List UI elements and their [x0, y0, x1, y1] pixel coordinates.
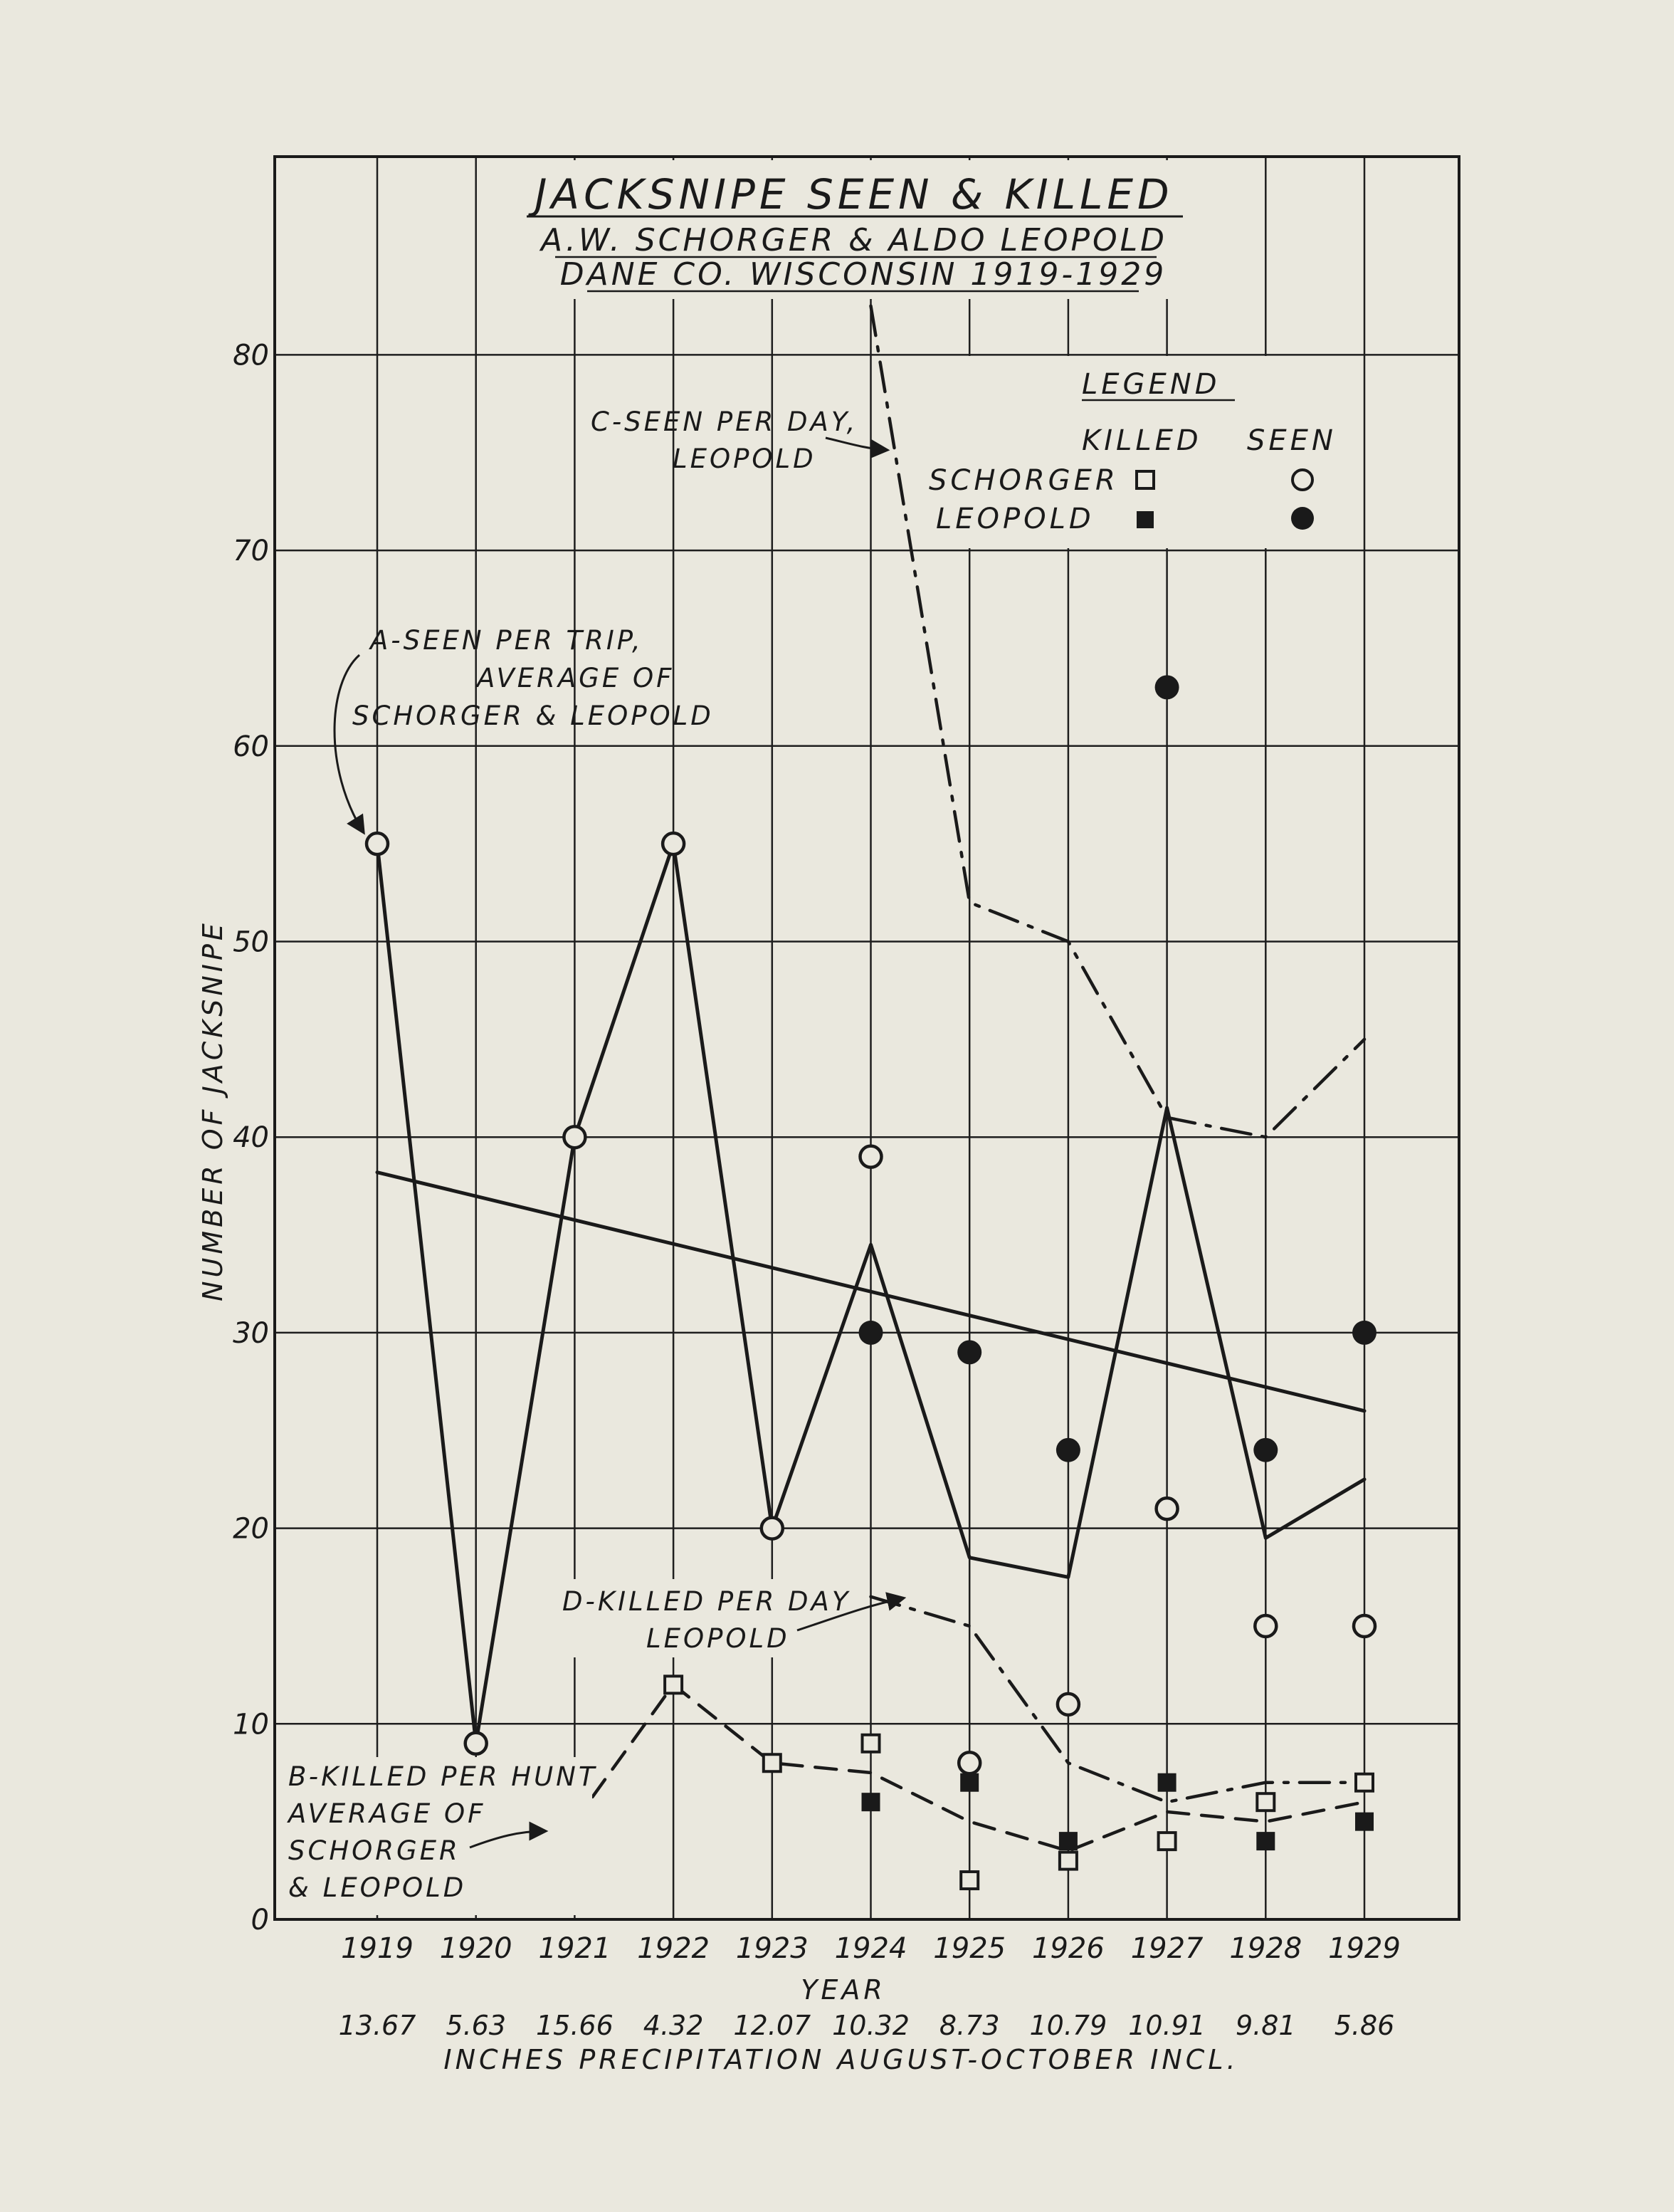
point-leopold-killed-1926 [1059, 1832, 1078, 1850]
annotation-a-line-2: AVERAGE OF [477, 663, 675, 693]
point-leopold-seen-1927 [1155, 675, 1179, 699]
y-tick-label-0: 0 [251, 1904, 269, 1936]
precipitation-value-1925: 8.73 [939, 2010, 1000, 2041]
annotation-a-line-1: A-SEEN PER TRIP, [370, 625, 643, 656]
annotation-b [279, 1757, 597, 1915]
point-schorger-killed-1924 [863, 1735, 880, 1752]
x-axis-label: YEAR [801, 1974, 886, 2006]
annotation-a-line-3: SCHORGER & LEOPOLD [352, 701, 714, 731]
point-schorger-seen-1920 [465, 1733, 487, 1754]
point-schorger-killed-1927 [1159, 1833, 1176, 1850]
x-tick-label-1920: 1920 [439, 1932, 512, 1965]
annotation-a-arrow [335, 655, 363, 832]
annotation-d-line-1: D-KILLED PER DAY [562, 1586, 851, 1617]
y-tick-labels [233, 339, 269, 1936]
annotation-c-line-1: C-SEEN PER DAY, [591, 407, 858, 437]
x-tick-label-1929: 1929 [1328, 1932, 1401, 1965]
point-schorger-killed-1922 [665, 1676, 682, 1693]
legend-col-seen: SEEN [1247, 424, 1337, 457]
y-tick-label-70: 70 [233, 535, 269, 568]
x-tick-label-1926: 1926 [1032, 1932, 1105, 1965]
point-schorger-killed-1926 [1060, 1852, 1077, 1870]
point-schorger-seen-1927 [1157, 1498, 1178, 1519]
chart-title: JACKSNIPE SEEN & KILLED [535, 170, 1174, 219]
point-schorger-seen-1925 [959, 1752, 980, 1773]
legend [918, 356, 1352, 548]
y-tick-label-80: 80 [233, 339, 269, 372]
y-tick-label-20: 20 [233, 1512, 269, 1546]
y-tick-label-60: 60 [233, 730, 269, 763]
x-tick-label-1922: 1922 [637, 1932, 710, 1965]
point-leopold-killed-1928 [1256, 1832, 1275, 1850]
x-tick-labels [341, 1932, 1401, 1965]
precipitation-value-1928: 9.81 [1235, 2010, 1296, 2041]
x-tick-label-1923: 1923 [735, 1932, 809, 1965]
precipitation-labels [339, 2010, 1395, 2041]
point-schorger-seen-1922 [663, 833, 684, 854]
point-schorger-seen-1921 [564, 1126, 585, 1148]
point-leopold-seen-1924 [859, 1321, 883, 1345]
annotation-b-line-4: & LEOPOLD [288, 1872, 467, 1903]
legend-leopold-killed-marker [1137, 511, 1154, 528]
annotation-c-line-2: LEOPOLD [673, 444, 816, 474]
series-line-d [871, 1597, 1365, 1802]
precipitation-axis-label: INCHES PRECIPITATION AUGUST-OCTOBER INCL. [443, 2044, 1239, 2075]
precipitation-value-1921: 15.66 [536, 2010, 614, 2041]
point-schorger-seen-1923 [762, 1518, 783, 1539]
point-leopold-seen-1925 [957, 1340, 981, 1364]
point-schorger-seen-1929 [1354, 1615, 1375, 1637]
point-leopold-killed-1924 [862, 1793, 880, 1811]
precipitation-value-1919: 13.67 [338, 2010, 416, 2041]
precipitation-value-1923: 12.07 [733, 2010, 811, 2041]
point-leopold-seen-1928 [1253, 1438, 1278, 1462]
point-leopold-seen-1926 [1056, 1438, 1080, 1462]
precipitation-value-1926: 10.79 [1029, 2010, 1107, 2041]
chart-subtitle-2: DANE CO. WISCONSIN 1919-1929 [559, 256, 1167, 293]
annotation-d [555, 1579, 902, 1657]
point-leopold-killed-1925 [960, 1773, 979, 1792]
x-tick-label-1925: 1925 [933, 1932, 1006, 1965]
precipitation-value-1922: 4.32 [643, 2010, 704, 2041]
precipitation-value-1927: 10.91 [1128, 2010, 1206, 2041]
point-schorger-killed-1928 [1257, 1793, 1274, 1810]
x-tick-label-1928: 1928 [1229, 1932, 1302, 1965]
point-schorger-seen-1919 [367, 833, 388, 854]
annotation-c [591, 407, 886, 474]
legend-schorger-killed-marker [1137, 471, 1154, 488]
legend-row-leopold: LEOPOLD [936, 503, 1095, 535]
legend-schorger-seen-marker [1293, 470, 1312, 490]
y-tick-label-30: 30 [233, 1316, 269, 1350]
y-tick-label-50: 50 [233, 926, 269, 959]
precipitation-value-1920: 5.63 [446, 2010, 507, 2041]
y-tick-label-40: 40 [233, 1121, 269, 1155]
x-tick-label-1927: 1927 [1130, 1932, 1204, 1965]
legend-row-schorger: SCHORGER [929, 464, 1119, 497]
x-tick-label-1919: 1919 [341, 1932, 414, 1965]
point-leopold-killed-1927 [1158, 1773, 1176, 1792]
y-tick-label-10: 10 [233, 1708, 269, 1741]
point-leopold-killed-1929 [1355, 1813, 1374, 1831]
annotation-b-line-2: AVERAGE OF [288, 1798, 486, 1829]
annotation-d-line-2: LEOPOLD [646, 1623, 790, 1654]
point-schorger-seen-1926 [1058, 1694, 1079, 1715]
annotation-b-line-3: SCHORGER [288, 1835, 460, 1866]
point-schorger-killed-1923 [764, 1754, 781, 1771]
y-axis-label: NUMBER OF JACKSNIPE [197, 920, 228, 1301]
series-line-b [476, 1684, 1364, 1860]
point-schorger-killed-1925 [961, 1872, 978, 1889]
annotation-b-line-1: B-KILLED PER HUNT [288, 1761, 598, 1792]
x-tick-label-1921: 1921 [538, 1932, 611, 1965]
precipitation-value-1924: 10.32 [832, 2010, 910, 2041]
precipitation-value-1929: 5.86 [1334, 2010, 1395, 2041]
annotation-a [335, 625, 714, 832]
point-schorger-killed-1929 [1356, 1774, 1373, 1791]
chart-subtitle-1: A.W. SCHORGER & ALDO LEOPOLD [540, 222, 1168, 258]
point-schorger-seen-1924 [860, 1146, 882, 1168]
legend-leopold-seen-marker [1291, 507, 1314, 530]
point-schorger-seen-1928 [1255, 1615, 1276, 1637]
x-tick-label-1924: 1924 [834, 1932, 907, 1965]
annotation-c-arrow [826, 438, 886, 450]
legend-title: LEGEND [1082, 368, 1221, 401]
legend-col-killed: KILLED [1082, 424, 1202, 457]
point-leopold-seen-1929 [1352, 1321, 1376, 1345]
